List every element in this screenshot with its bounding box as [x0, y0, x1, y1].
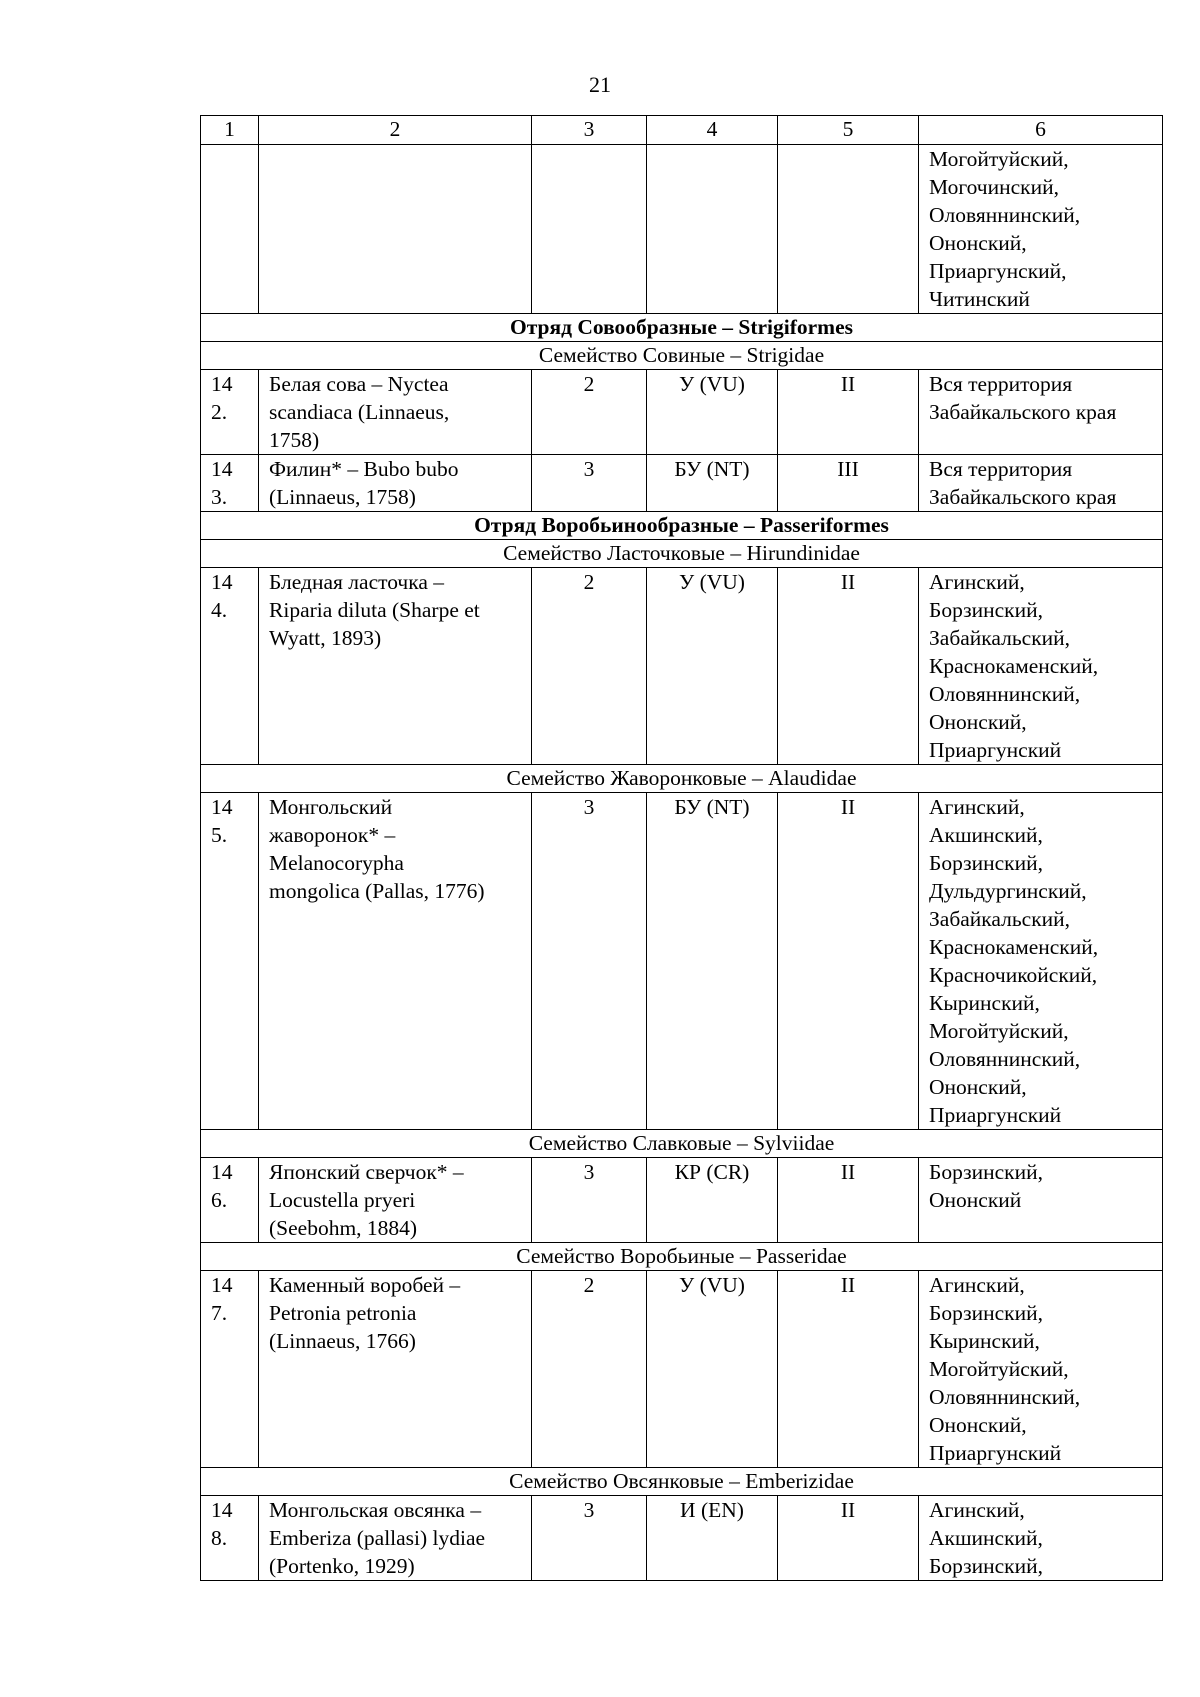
empty-cell — [778, 145, 919, 314]
priority: II — [778, 1271, 919, 1468]
priority: II — [778, 793, 919, 1130]
category: 2 — [532, 370, 647, 455]
order-heading: Отряд Воробьинообразные – Passeriformes — [201, 512, 1163, 540]
family-heading: Семейство Ласточковые – Hirundinidae — [201, 540, 1163, 568]
species-name: Бледная ласточка – Riparia diluta (Sharpe et Wyatt, 1893) — [259, 568, 532, 765]
family-row — [201, 765, 1163, 793]
family-heading: Семейство Совиные – Strigidae — [201, 342, 1163, 370]
priority: III — [778, 455, 919, 512]
status: У (VU) — [647, 568, 778, 765]
districts-cell: Борзинский, Ононский — [919, 1158, 1163, 1243]
row-number: 14 2. — [201, 370, 259, 455]
family-row — [201, 1243, 1163, 1271]
districts-cell: Вся территория Забайкальского края — [919, 370, 1163, 455]
table-row — [201, 1271, 1163, 1468]
priority: II — [778, 568, 919, 765]
category: 3 — [532, 793, 647, 1130]
category: 3 — [532, 1158, 647, 1243]
table-row — [201, 793, 1163, 1130]
species-name: Белая сова – Nyctea scandiaca (Linnaeus, 1758) — [259, 370, 532, 455]
row-number: 14 7. — [201, 1271, 259, 1468]
family-row — [201, 1130, 1163, 1158]
category: 2 — [532, 568, 647, 765]
empty-cell — [259, 145, 532, 314]
row-number: 14 3. — [201, 455, 259, 512]
order-row — [201, 314, 1163, 342]
family-heading: Семейство Славковые – Sylviidae — [201, 1130, 1163, 1158]
districts-cell: Агинский, Акшинский, Борзинский, Дульдургинский, Забайкальский, Краснокаменский, Красночикойский, Кыринский, Могойтуйский, Оловяннинский, Ононский, Приаргунский — [919, 793, 1163, 1130]
priority: II — [778, 1496, 919, 1581]
family-heading: Семейство Овсянковые – Emberizidae — [201, 1468, 1163, 1496]
priority: II — [778, 1158, 919, 1243]
species-name: Монгольская овсянка – Emberiza (pallasi) lydiae (Portenko, 1929) — [259, 1496, 532, 1581]
status: У (VU) — [647, 370, 778, 455]
status: У (VU) — [647, 1271, 778, 1468]
family-row — [201, 342, 1163, 370]
row-number: 14 4. — [201, 568, 259, 765]
column-number: 6 — [919, 116, 1163, 145]
districts-cell: Могойтуйский, Могочинский, Оловяннинский, Ононский, Приаргунский, Читинский — [919, 145, 1163, 314]
districts-cell: Вся территория Забайкальского края — [919, 455, 1163, 512]
row-number: 14 6. — [201, 1158, 259, 1243]
page-number: 21 — [589, 72, 611, 97]
category: 3 — [532, 455, 647, 512]
family-heading: Семейство Жаворонковые – Alaudidae — [201, 765, 1163, 793]
priority: II — [778, 370, 919, 455]
table-row — [201, 455, 1163, 512]
status: БУ (NT) — [647, 455, 778, 512]
continuation-row — [201, 145, 1163, 314]
order-row — [201, 512, 1163, 540]
districts-cell: Агинский, Борзинский, Кыринский, Могойтуйский, Оловяннинский, Ононский, Приаргунский — [919, 1271, 1163, 1468]
column-number-row — [201, 116, 1163, 145]
table-row — [201, 1158, 1163, 1243]
row-number: 14 5. — [201, 793, 259, 1130]
districts-cell: Агинский, Борзинский, Забайкальский, Краснокаменский, Оловяннинский, Ононский, Приаргунский — [919, 568, 1163, 765]
column-number: 2 — [259, 116, 532, 145]
column-number: 5 — [778, 116, 919, 145]
column-number: 3 — [532, 116, 647, 145]
species-name: Японский сверчок* – Locustella pryeri (Seebohm, 1884) — [259, 1158, 532, 1243]
districts-cell: Агинский, Акшинский, Борзинский, — [919, 1496, 1163, 1581]
species-table — [200, 115, 1163, 1581]
empty-cell — [532, 145, 647, 314]
table-row — [201, 1496, 1163, 1581]
row-number: 14 8. — [201, 1496, 259, 1581]
species-name: Филин* – Bubo bubo (Linnaeus, 1758) — [259, 455, 532, 512]
table-row — [201, 370, 1163, 455]
status: КР (CR) — [647, 1158, 778, 1243]
column-number: 1 — [201, 116, 259, 145]
empty-cell — [201, 145, 259, 314]
species-name: Монгольский жаворонок* – Melanocorypha mongolica (Pallas, 1776) — [259, 793, 532, 1130]
category: 2 — [532, 1271, 647, 1468]
family-row — [201, 540, 1163, 568]
status: И (EN) — [647, 1496, 778, 1581]
order-heading: Отряд Совообразные – Strigiformes — [201, 314, 1163, 342]
table-row — [201, 568, 1163, 765]
category: 3 — [532, 1496, 647, 1581]
family-row — [201, 1468, 1163, 1496]
family-heading: Семейство Воробьиные – Passeridae — [201, 1243, 1163, 1271]
empty-cell — [647, 145, 778, 314]
column-number: 4 — [647, 116, 778, 145]
status: БУ (NT) — [647, 793, 778, 1130]
species-name: Каменный воробей – Petronia petronia (Linnaeus, 1766) — [259, 1271, 532, 1468]
